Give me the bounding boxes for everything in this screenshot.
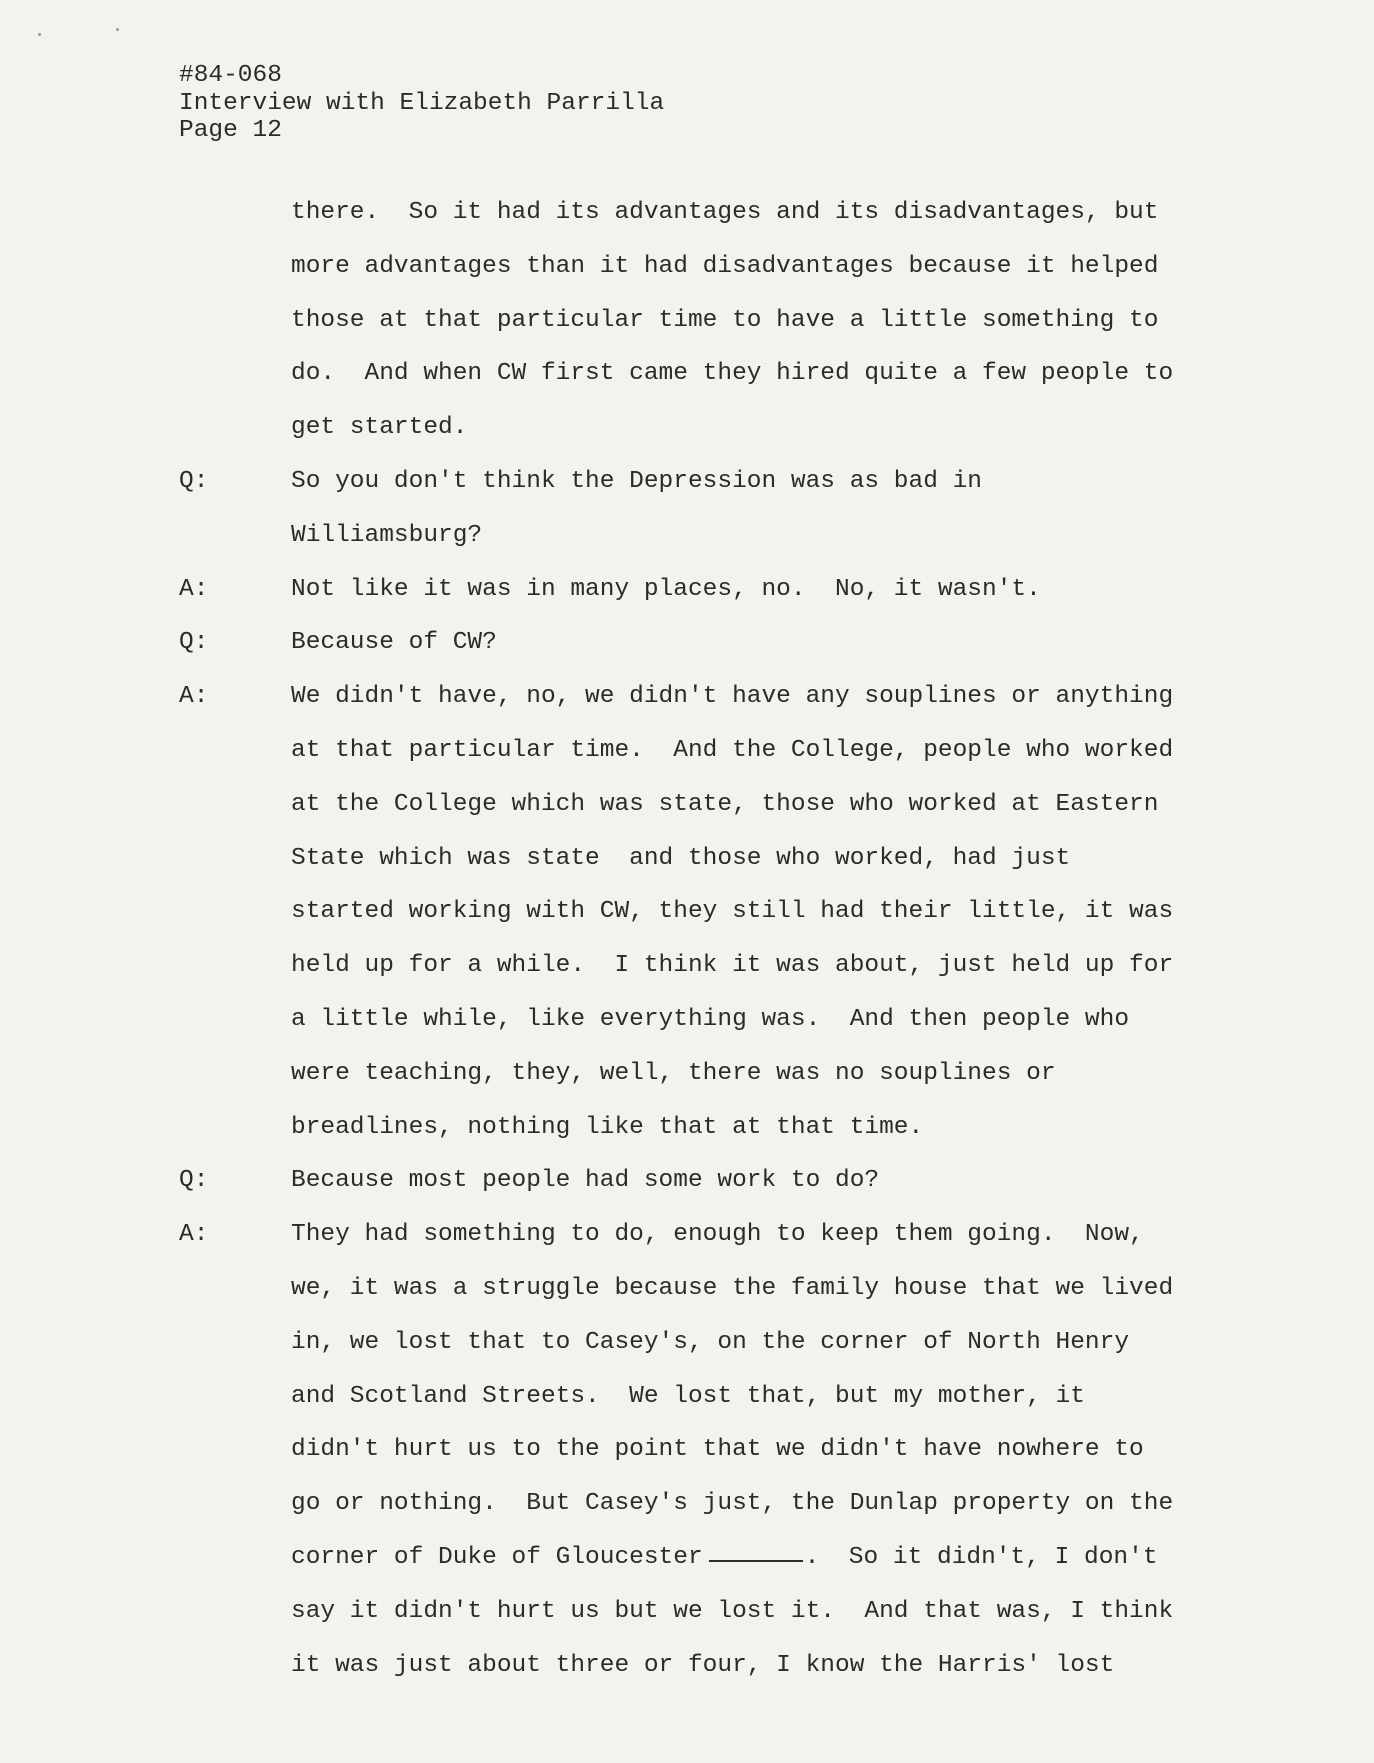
transcript-line [179,1486,1299,1540]
speaker-label [179,894,291,948]
transcript-line [179,1325,1299,1379]
transcript-line [179,464,1299,518]
line-text: there. So it had its advantages and its disadvantages, but [291,199,1159,226]
transcript-line [179,1002,1299,1056]
transcript-line [179,518,1299,572]
speaker-label [179,1271,291,1325]
speaker-label [179,410,291,464]
transcript-line [179,679,1299,733]
page-number: Page 12 [179,117,282,144]
line-text: They had something to do, enough to keep them going. Now, [291,1221,1144,1249]
speaker-label: A: [179,1221,209,1249]
transcript-line [179,303,1299,357]
line-text: breadlines, nothing like that at that time. [291,1113,924,1141]
speaker-label [179,1110,291,1164]
line-text: We didn't have, no, we didn't have any souplines or anything [291,683,1174,711]
transcript-line [179,1540,1299,1594]
transcript-line [179,1379,1299,1433]
paper-speck [116,28,119,31]
transcript-line [179,841,1299,895]
speaker-label [179,733,291,787]
transcript-line [179,195,1299,249]
document-header [179,62,664,145]
line-text: were teaching, they, well, there was no souplines or [291,1059,1056,1087]
speaker-label: A: [179,575,209,603]
transcript-line [179,1056,1299,1110]
speaker-label [179,841,291,895]
speaker-label: A: [179,683,209,711]
transcript-line [179,894,1299,948]
document-title: Interview with Elizabeth Parrilla [179,89,665,117]
speaker-label [179,195,291,249]
transcript-line [179,625,1299,679]
line-text: at the College which was state, those who worked at Eastern [291,790,1159,818]
speaker-label [179,1432,291,1486]
transcript-line [179,733,1299,787]
line-text: started working with CW, they still had their little, it was [291,898,1174,926]
transcript-line [179,1432,1299,1486]
line-text: Williamsburg? [291,521,483,549]
line-text: more advantages than it had disadvantages because it helped [291,252,1159,280]
line-text: those at that particular time to have a little something to [291,306,1159,334]
line-text: State which was state and those who worked, had just [291,844,1071,872]
line-text: held up for a while. I think it was about, just held up for [291,952,1174,980]
document-id: #84-068 [179,62,282,89]
speaker-label [179,787,291,841]
speaker-label [179,356,291,410]
speaker-label [179,1594,291,1648]
line-text: So you don't think the Depression was as bad in [291,467,983,495]
transcript-line [179,1110,1299,1164]
line-text: do. And when CW first came they hired quite a few people to [291,360,1174,388]
line-text: didn't hurt us to the point that we didn't have nowhere to [291,1436,1144,1464]
line-text: it was just about three or four, I know the Harris' lost [291,1651,1115,1679]
speaker-label [179,1325,291,1379]
speaker-label [179,1486,291,1540]
speaker-label [179,1002,291,1056]
line-text: Not like it was in many places, no. No, it wasn't. [291,575,1041,603]
line-text: get started. [291,414,468,442]
speaker-label [179,948,291,1002]
line-text: we, it was a struggle because the family house that we lived [291,1274,1174,1302]
transcript-line [179,1594,1299,1648]
speaker-label [179,1540,291,1594]
speaker-label [179,1379,291,1433]
speaker-label: Q: [179,629,209,657]
line-text: in, we lost that to Casey's, on the corner of North Henry [291,1328,1130,1356]
transcript-line [179,1217,1299,1271]
transcript-line [179,356,1299,410]
line-text: and Scotland Streets. We lost that, but my mother, it [291,1382,1085,1410]
line-text: at that particular time. And the College, people who worked [291,736,1174,764]
transcript-line [179,1271,1299,1325]
line-text: go or nothing. But Casey's just, the Dunlap property on the [291,1490,1174,1518]
line-text: a little while, like everything was. And then people who [291,1005,1130,1033]
transcript-line [179,787,1299,841]
transcript-body [179,195,1299,1701]
speaker-label: Q: [179,467,209,495]
speaker-label [179,1648,291,1702]
line-text: Because most people had some work to do? [291,1167,880,1195]
transcript-line [179,948,1299,1002]
line-text: say it didn't hurt us but we lost it. And that was, I think [291,1597,1174,1625]
transcript-line [179,1648,1299,1702]
transcript-line [179,410,1299,464]
transcript-line [179,249,1299,303]
blank-underline [709,1540,803,1562]
line-text-after-blank: . So it didn't, I don't [804,1543,1158,1571]
speaker-label [179,1056,291,1110]
speaker-label [179,303,291,357]
line-text: corner of Duke of Gloucester [291,1543,703,1571]
speaker-label [179,249,291,303]
line-text: Because of CW? [291,629,497,657]
speaker-label: Q: [179,1167,209,1195]
speaker-label [179,518,291,572]
paper-speck [38,33,41,36]
transcript-line [179,1163,1299,1217]
transcript-line [179,572,1299,626]
